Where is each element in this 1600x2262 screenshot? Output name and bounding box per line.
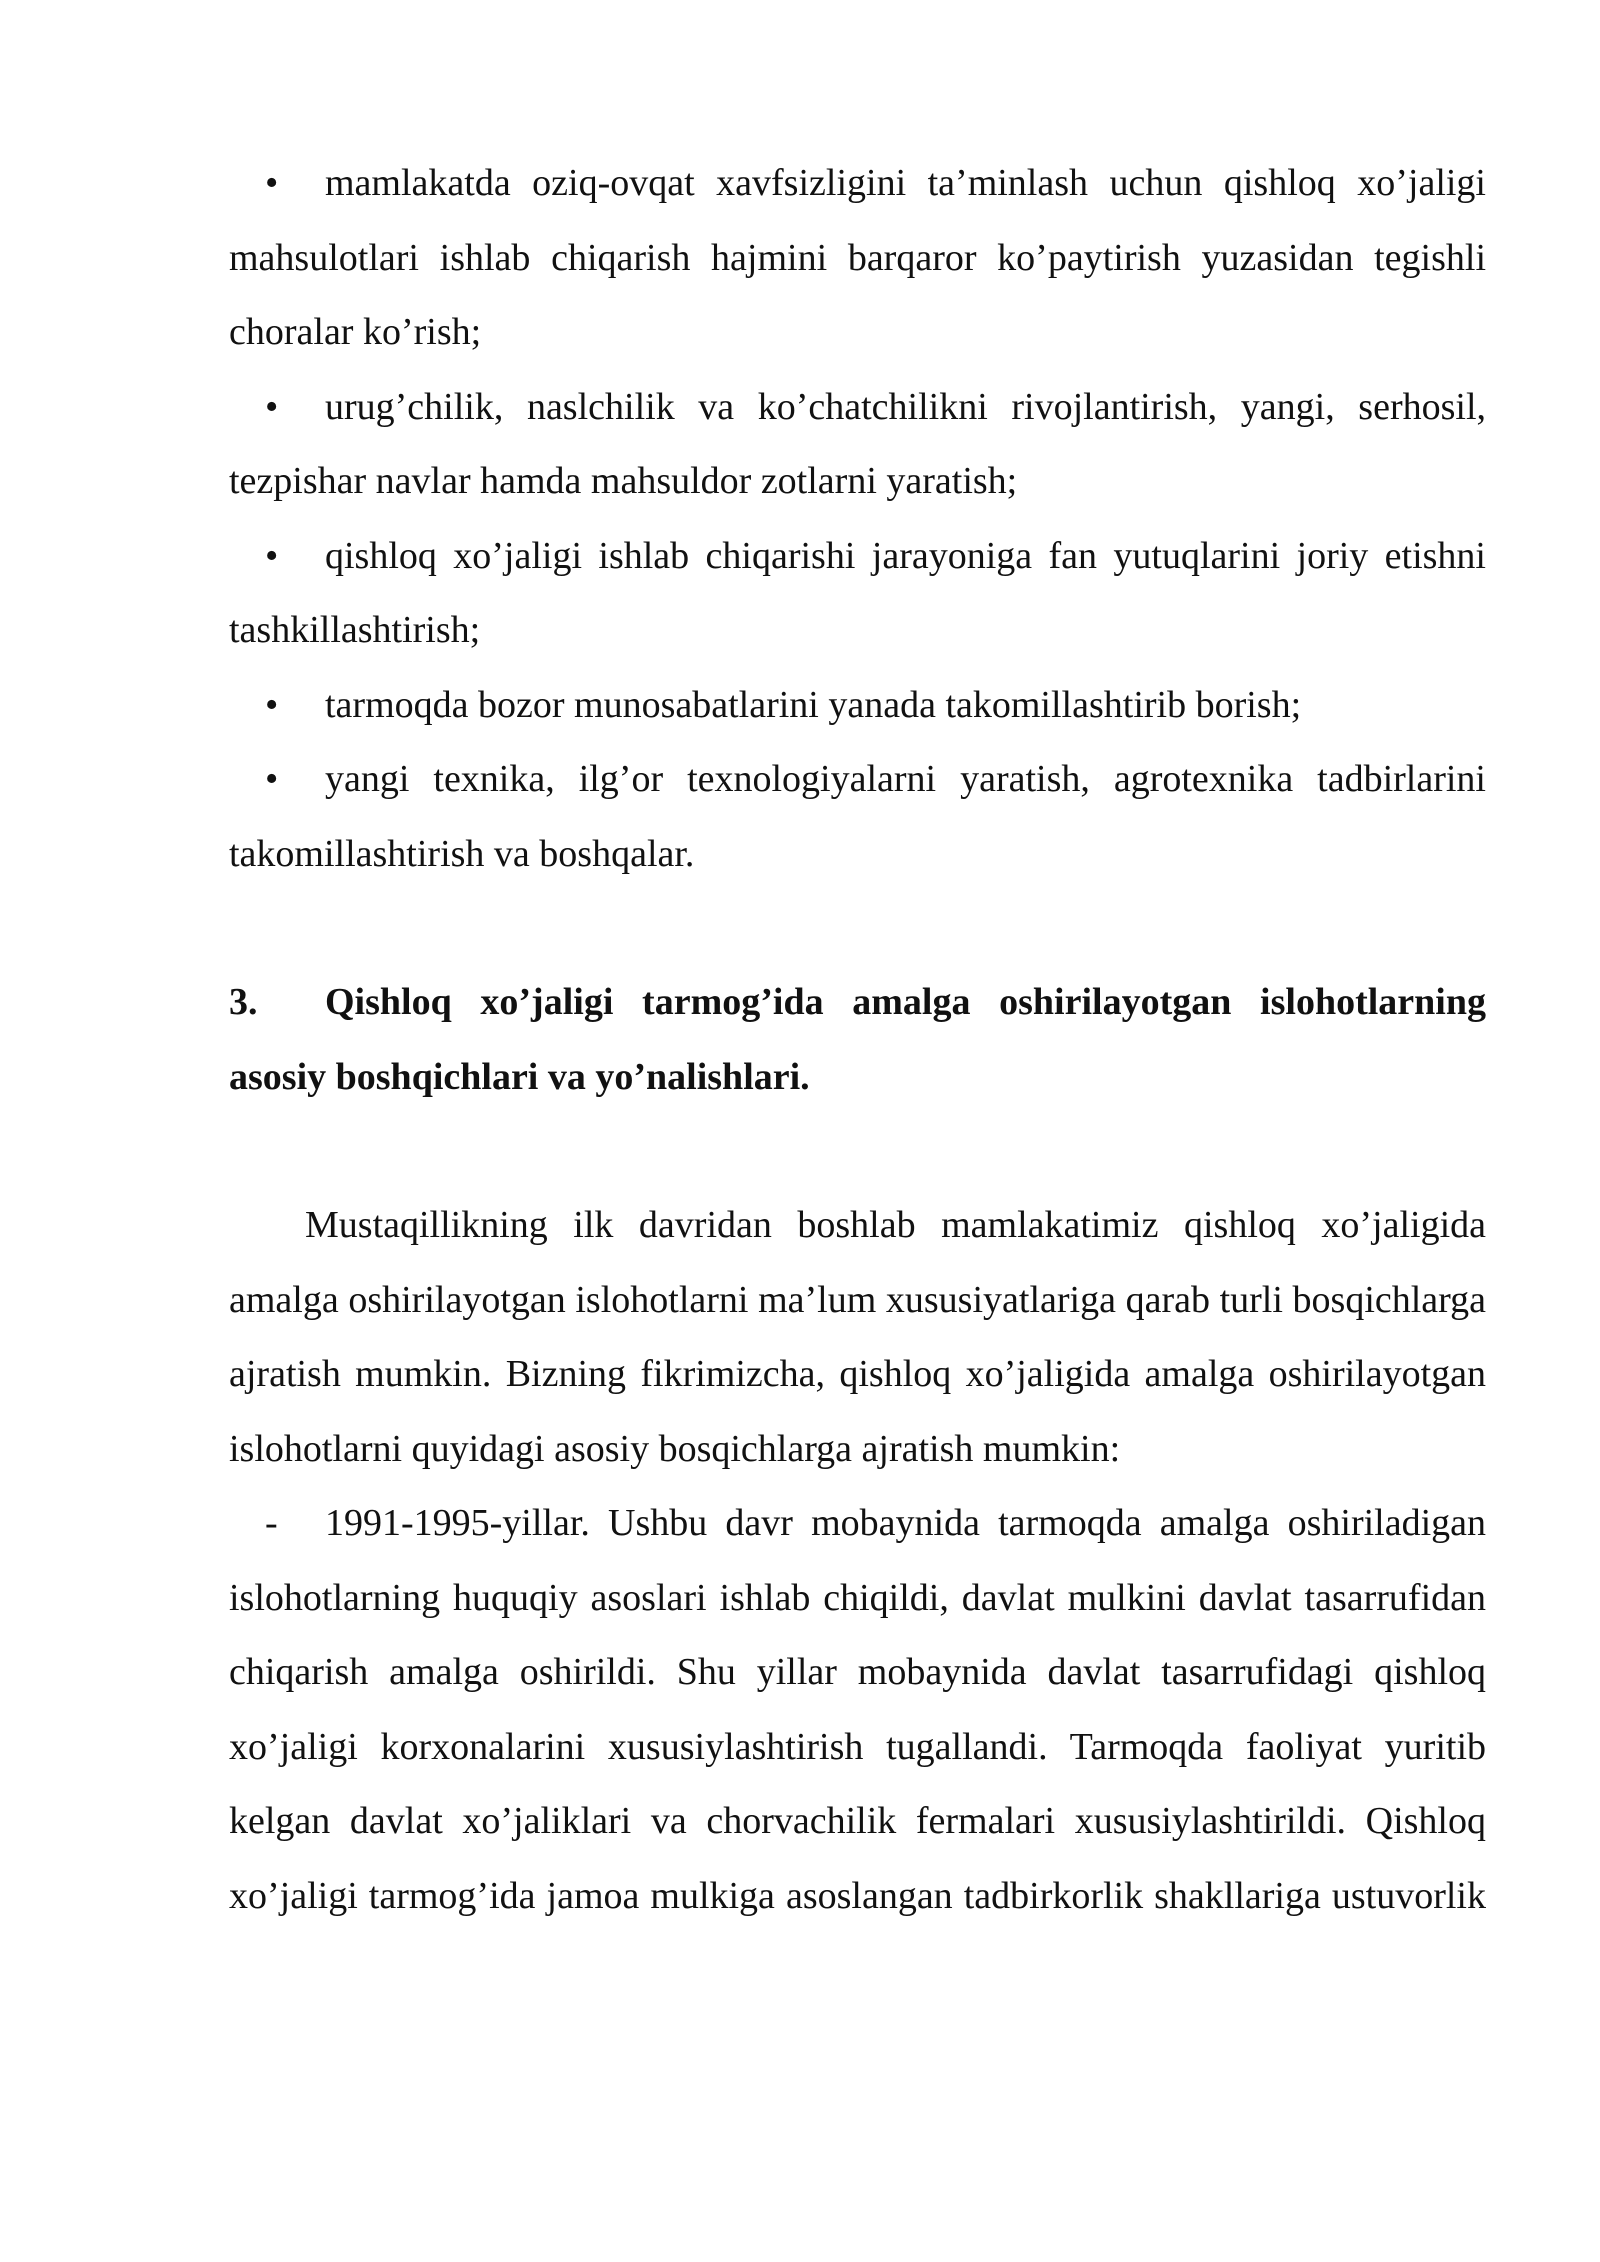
section-title: Qishloq xo’jaligi tarmog’ida amalga oshirilayotgan islohotlarning asosiy boshqichlari va yo’nalishlari. <box>229 981 1486 1098</box>
bullet-marker: • <box>265 534 279 577</box>
bullet-marker: • <box>265 162 279 204</box>
intro-paragraph: Mustaqillikning ilk davridan boshlab mamlakatimiz qishloq xo’jaligida amalga oshirilayotgan islohotlarni ma’lum xususiyatlariga qarab turli bosqichlarga ajratish mumkin. Bizning fikrimizcha, qishloq xo’jaligida amalga oshirilayotgan islohotlarni quyidagi asosiy bosqichlarga ajratish mumkin: <box>229 1204 1486 1470</box>
bullet-marker: • <box>265 385 279 428</box>
bullet-item <box>229 668 1486 743</box>
stage-item <box>229 1486 1486 1933</box>
dash-marker: - <box>265 1502 278 1544</box>
bullet-text: yangi texnika, ilg’or texnologiyalarni yaratish, agrotexnika tadbirlarini takomillashtirish va boshqalar. <box>229 758 1486 875</box>
bullet-text: mamlakatda oziq-ovqat xavfsizligini ta’minlash uchun qishloq xo’jaligi mahsulotlari ishlab chiqarish hajmini barqaror ko’paytirish yuzasidan tegishli choralar ko’rish; <box>229 162 1486 353</box>
bullet-item <box>229 742 1486 891</box>
document-page <box>229 146 1486 1933</box>
bullet-text: tarmoqda bozor munosabatlarini yanada takomillashtirib borish; <box>325 683 1302 726</box>
bullet-item <box>229 370 1486 519</box>
bullet-marker: • <box>265 683 279 726</box>
bullet-text: qishloq xo’jaligi ishlab chiqarishi jarayoniga fan yutuqlarini joriy etishni tashkillashtirish; <box>229 534 1486 651</box>
bullet-marker: • <box>265 758 279 800</box>
section-number: 3. <box>229 981 258 1023</box>
stage-text: 1991-1995-yillar. Ushbu davr mobaynida tarmoqda amalga oshiriladigan islohotlarning huquqiy asoslari ishlab chiqildi, davlat mulkini davlat tasarrufidan chiqarish amalga oshirildi. Shu yillar mobaynida davlat tasarrufidagi qishloq xo’jaligi korxonalarini xususiylashtirish tugallandi. Tarmoqda faoliyat yuritib kelgan davlat xo’jaliklari va chorvachilik fermalari xususiylashtirildi. Qishloq xo’jaligi tarmog’ida jamoa mulkiga asoslangan tadbirkorlik shakllariga ustuvorlik <box>229 1502 1486 1917</box>
bullet-item <box>229 519 1486 668</box>
section-heading <box>229 965 1486 1114</box>
bullet-text: urug’chilik, naslchilik va ko’chatchilikni rivojlantirish, yangi, serhosil, tezpishar navlar hamda mahsuldor zotlarni yaratish; <box>229 385 1486 502</box>
bullet-item <box>229 146 1486 370</box>
